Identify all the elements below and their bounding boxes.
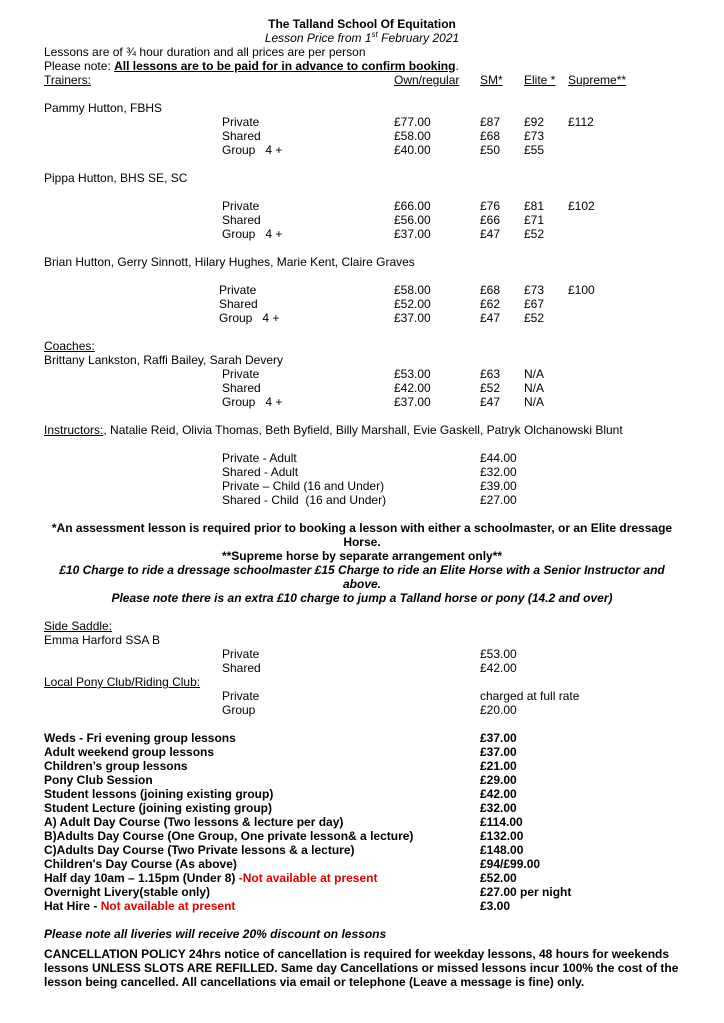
lesson-type: Private xyxy=(222,115,260,129)
availability-note: Not available at present xyxy=(100,899,236,913)
intro-duration: Lessons are of ¾ hour duration and all prices are per person xyxy=(44,45,366,59)
instructors-heading: Instructors: xyxy=(44,423,104,437)
price-own: £56.00 xyxy=(394,213,431,227)
price-elite: £73 xyxy=(524,129,545,143)
supreme-note: **Supreme horse by separate arrangement only** xyxy=(221,549,503,563)
lesson-type: Shared xyxy=(222,213,261,227)
liveries-note: Please note all liveries will receive 20% discount on lessons xyxy=(44,927,387,941)
extra-price: £37.00 xyxy=(480,745,517,759)
col-elite: Elite * xyxy=(524,73,556,87)
price-own: £37.00 xyxy=(394,227,431,241)
subtitle-date: February 2021 xyxy=(377,31,460,45)
price-own: £52.00 xyxy=(394,297,431,311)
lesson-type: Private – Child (16 and Under) xyxy=(222,479,385,493)
price: £32.00 xyxy=(480,465,517,479)
lesson-type: Private - Adult xyxy=(222,451,297,465)
price-own: £77.00 xyxy=(394,115,431,129)
price: £27.00 xyxy=(480,493,517,507)
extra-label: Children's Day Course (As above) xyxy=(44,857,237,871)
instructors-line xyxy=(44,423,623,437)
price-sm: £47 xyxy=(480,311,501,325)
price-sm: £62 xyxy=(480,297,501,311)
extra-label: Weds - Fri evening group lessons xyxy=(44,731,236,745)
extra-label-line xyxy=(44,871,377,885)
price-elite: N/A xyxy=(524,367,545,381)
charge-note: £10 Charge to ride a dressage schoolmaster £15 Charge to ride an Elite Horse with a Senior Instructor and above. xyxy=(59,563,665,591)
extra-price: £32.00 xyxy=(480,801,517,815)
extra-label: B)Adults Day Course (One Group, One private lesson& a lecture) xyxy=(44,829,414,843)
lesson-type: Shared xyxy=(222,381,261,395)
extra-label: Hat Hire - xyxy=(44,899,101,913)
local-club-heading: Local Pony Club/Riding Club: xyxy=(44,675,201,689)
price-own: £37.00 xyxy=(394,311,431,325)
price-sm: £52 xyxy=(480,381,501,395)
lesson-type: Private xyxy=(222,689,260,703)
note-bold: All lessons are to be paid for in advance to confirm booking xyxy=(114,59,456,73)
price-elite: £81 xyxy=(524,199,545,213)
price-own: £40.00 xyxy=(394,143,431,157)
extra-price: £3.00 xyxy=(480,899,511,913)
coaches-heading: Coaches: xyxy=(44,339,95,353)
price-sm: £47 xyxy=(480,395,501,409)
document-subtitle xyxy=(0,31,724,45)
lesson-type: Shared xyxy=(219,297,258,311)
lesson-type: Group 4 + xyxy=(222,395,283,409)
price-elite: £67 xyxy=(524,297,545,311)
extra-label: Adult weekend group lessons xyxy=(44,745,215,759)
extra-label: Student Lecture (joining existing group) xyxy=(44,801,272,815)
extra-price: £114.00 xyxy=(480,815,523,829)
price-elite: £55 xyxy=(524,143,545,157)
lesson-type: Group 4 + xyxy=(222,227,283,241)
extra-price: £132.00 xyxy=(480,829,524,843)
price-sm: £87 xyxy=(480,115,501,129)
trainers-heading: Trainers: xyxy=(44,73,91,87)
price-own: £58.00 xyxy=(394,283,431,297)
price-own: £58.00 xyxy=(394,129,431,143)
col-own-regular: Own/regular xyxy=(394,73,460,87)
extra-price: £94/£99.00 xyxy=(480,857,541,871)
jump-note: Please note there is an extra £10 charge to jump a Talland horse or pony (14.2 and over) xyxy=(111,591,613,605)
price-elite: £52 xyxy=(524,311,545,325)
price-supreme: £100 xyxy=(568,283,595,297)
trainer-name: Pippa Hutton, BHS SE, SC xyxy=(44,171,188,185)
price-elite: £71 xyxy=(524,213,545,227)
price-elite: £92 xyxy=(524,115,545,129)
extra-price: £37.00 xyxy=(480,731,517,745)
price-elite: N/A xyxy=(524,395,545,409)
lesson-type: Private xyxy=(222,647,260,661)
price-sm: £63 xyxy=(480,367,501,381)
document-title: The Talland School Of Equitation xyxy=(268,17,456,31)
lesson-type: Private xyxy=(222,199,260,213)
extra-price: £27.00 per night xyxy=(480,885,572,899)
price: £44.00 xyxy=(480,451,517,465)
extra-label: Overnight Livery(stable only) xyxy=(44,885,211,899)
cancellation-policy: CANCELLATION POLICY 24hrs notice of cancellation is required for weekday lessons, 48 hours for weekends lessons UNLESS SLOTS ARE REFILLED. Same day Cancellations or missed lessons incur 100% the cost of the lesson being cancelled. All cancellations via email or telephone (Leave a message is fine) only. xyxy=(44,947,679,989)
lesson-type: Group xyxy=(222,703,256,717)
lesson-type: Group 4 + xyxy=(219,311,280,325)
price-own: £37.00 xyxy=(394,395,431,409)
extra-price: £42.00 xyxy=(480,787,517,801)
note-end: . xyxy=(455,59,459,73)
extra-label: Student lessons (joining existing group) xyxy=(44,787,274,801)
intro-payment-note xyxy=(44,59,459,73)
lesson-type: Shared xyxy=(222,661,261,675)
availability-note: -Not available at present xyxy=(238,871,378,885)
extra-price: £52.00 xyxy=(480,871,517,885)
price: £53.00 xyxy=(480,647,517,661)
extra-label: C)Adults Day Course (Two Private lessons & a lecture) xyxy=(44,843,355,857)
price-own: £42.00 xyxy=(394,381,431,395)
lesson-type: Shared - Adult xyxy=(222,465,299,479)
col-supreme: Supreme** xyxy=(568,73,627,87)
subtitle-text: Lesson Price from 1 xyxy=(264,31,372,45)
price: £42.00 xyxy=(480,661,517,675)
extra-price: £148.00 xyxy=(480,843,524,857)
price-own: £53.00 xyxy=(394,367,431,381)
extra-label: Half day 10am – 1.15pm (Under 8) xyxy=(44,871,239,885)
extra-label: Children’s group lessons xyxy=(44,759,188,773)
price-supreme: £112 xyxy=(568,115,594,129)
price-elite: £73 xyxy=(524,283,545,297)
instructors-names: , Natalie Reid, Olivia Thomas, Beth Byfield, Billy Marshall, Evie Gaskell, Patryk Olchanowski Blunt xyxy=(103,423,623,437)
price-sm: £68 xyxy=(480,129,501,143)
price-elite: N/A xyxy=(524,381,545,395)
price-elite: £52 xyxy=(524,227,545,241)
extra-label-line xyxy=(44,899,235,913)
extra-price: £29.00 xyxy=(480,773,517,787)
price: charged at full rate xyxy=(480,689,580,703)
lesson-type: Shared xyxy=(222,129,261,143)
subtitle-sup: st xyxy=(371,30,378,39)
coaches-names: Brittany Lankston, Raffi Bailey, Sarah Devery xyxy=(44,353,284,367)
price-sm: £76 xyxy=(480,199,501,213)
lesson-type: Private xyxy=(219,283,257,297)
note-label: Please note: xyxy=(44,59,115,73)
assessment-note: *An assessment lesson is required prior to booking a lesson with either a schoolmaster, or an Elite dressage Horse. xyxy=(51,521,673,549)
price-sm: £66 xyxy=(480,213,501,227)
price-sm: £68 xyxy=(480,283,501,297)
price-sm: £50 xyxy=(480,143,501,157)
price-supreme: £102 xyxy=(568,199,595,213)
price: £39.00 xyxy=(480,479,517,493)
lesson-type: Group 4 + xyxy=(222,143,283,157)
price-own: £66.00 xyxy=(394,199,431,213)
side-saddle-heading: Side Saddle: xyxy=(44,619,113,633)
side-saddle-name: Emma Harford SSA B xyxy=(44,633,161,647)
extra-label: Pony Club Session xyxy=(44,773,153,787)
lesson-type: Private xyxy=(222,367,260,381)
trainer-name: Pammy Hutton, FBHS xyxy=(44,101,163,115)
lesson-type: Shared - Child (16 and Under) xyxy=(222,493,387,507)
extra-label: A) Adult Day Course (Two lessons & lecture per day) xyxy=(44,815,344,829)
price: £20.00 xyxy=(480,703,517,717)
price-sm: £47 xyxy=(480,227,501,241)
col-sm: SM* xyxy=(480,73,503,87)
trainer-name: Brian Hutton, Gerry Sinnott, Hilary Hughes, Marie Kent, Claire Graves xyxy=(44,255,415,269)
extra-price: £21.00 xyxy=(480,759,517,773)
